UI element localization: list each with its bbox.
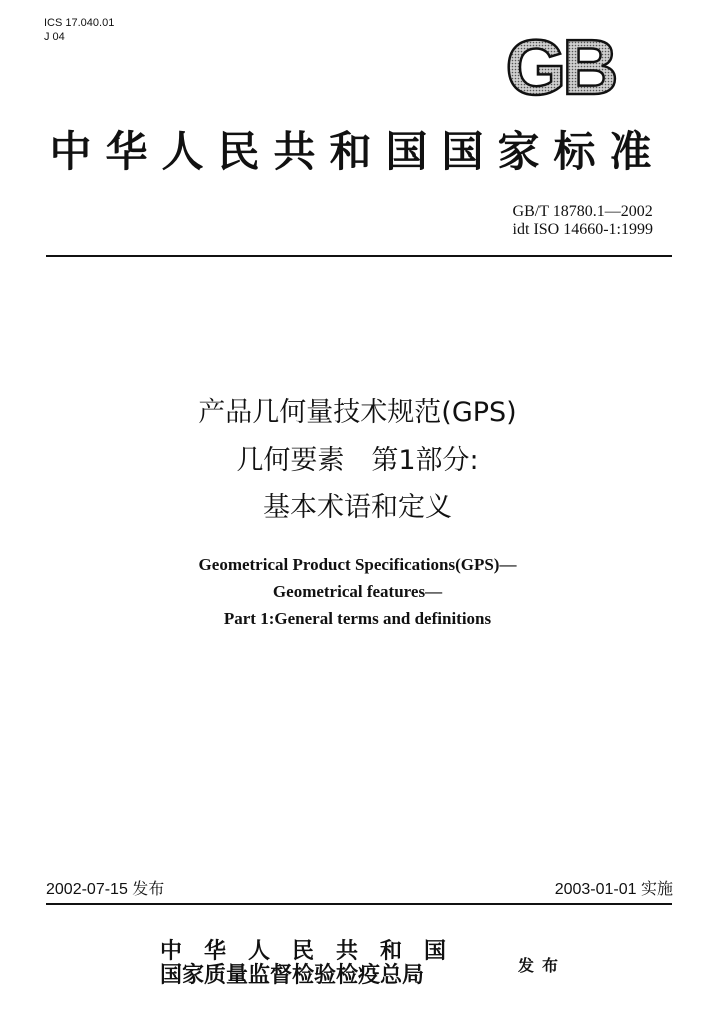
ics-code: ICS 17.040.01 (44, 17, 115, 29)
footer-divider (46, 903, 672, 905)
title-en-line-1: Geometrical Product Specifications(GPS)— (198, 555, 517, 574)
svg-text:GB: GB (505, 32, 615, 100)
title-en-line-3: Part 1:General terms and definitions (223, 609, 492, 628)
title-zh-line-3: 基本术语和定义 (263, 492, 452, 523)
standard-number-block (513, 203, 653, 239)
standard-number: GB/T 18780.1—2002 (512, 203, 653, 220)
issuer-line-1: 中 华 人 民 共 和 国 (160, 938, 447, 964)
implementation-date: 2003-01-01 实施 (554, 881, 673, 898)
standard-equivalence: idt ISO 14660-1:1999 (512, 221, 653, 238)
title-zh-line-2: 几何要素 第1部分: (236, 445, 479, 476)
gb-logo (490, 32, 630, 100)
ccs-code: J 04 (44, 31, 65, 43)
title-zh-line-1: 产品几何量技术规范(GPS) (198, 397, 517, 428)
title-en-line-2: Geometrical features— (272, 582, 443, 601)
header-divider (46, 255, 672, 257)
issuer-line-2: 国家质量监督检验检疫总局 (160, 962, 425, 988)
publish-label: 发布 (518, 956, 567, 975)
national-standard-banner: 中华人民共和国国家标准 (49, 127, 666, 176)
issue-date: 2002-07-15 发布 (46, 881, 165, 898)
